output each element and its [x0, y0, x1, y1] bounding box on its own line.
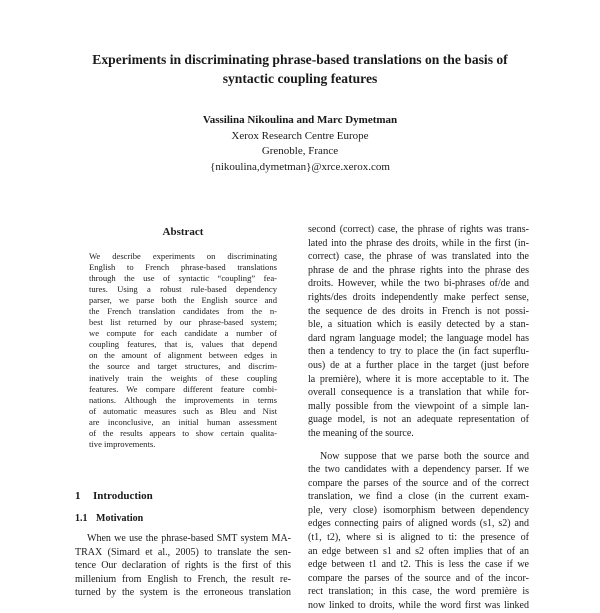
text-line: we compute for each candidate a number of	[89, 328, 277, 339]
text-line: millenium from English to French, the result re-	[75, 573, 291, 585]
text-line: dard ngram language model; the language model has	[308, 332, 529, 344]
text-line: phrase de and the phrase rights into the phrase des	[308, 264, 529, 276]
author-email: {nikoulina,dymetman}@xrce.xerox.com	[210, 160, 390, 173]
text-line: correct) case, the phrase of was translated into the	[308, 251, 529, 263]
section-number: 1	[75, 490, 81, 502]
text-line: the French translation candidates from the n-	[89, 306, 277, 317]
title-line: syntactic coupling features	[222, 71, 378, 86]
text-line: on the amount of alignment between edges in	[89, 350, 277, 361]
subsection-number: 1.1	[75, 513, 88, 524]
text-line: compare the parses of the source and of the correct	[308, 477, 529, 489]
right-paragraph	[308, 223, 529, 441]
text-line: translation, we find a close (in the current exam-	[308, 491, 529, 503]
subsection-title: Motivation	[96, 513, 144, 524]
text-line: compare the parses of the source and of the incor-	[308, 572, 529, 584]
text-line: ple, very close) isomorphism between dependency	[308, 504, 529, 516]
right-column	[308, 223, 529, 613]
text-line: tures. Using a robust rule-based dependency	[89, 284, 277, 295]
text-line: ous) de at a further place in the target (just before	[308, 359, 529, 371]
text-line: best list returned by our phrase-based system;	[89, 317, 277, 328]
text-line: (t1, t2), where si is aligned to ti: the presence of	[308, 532, 529, 544]
text-line: turned by the system is the erroneous translation	[75, 587, 291, 599]
text-line: rights/des droits independently make perfect sense,	[308, 291, 529, 303]
author-block	[100, 113, 500, 175]
text-line: Now suppose that we parse both the source and	[320, 450, 529, 462]
text-line: tive improvements.	[89, 438, 156, 449]
text-line: droits. However, while the two bi-phrases of/de and	[308, 278, 529, 290]
section-heading-introduction	[75, 490, 153, 502]
text-line: ble, a situation which is easily detected by a stan-	[308, 319, 529, 331]
text-line: of the results appears to show certain qualita-	[89, 427, 277, 438]
title-line: Experiments in discriminating phrase-based translations on the basis of	[92, 52, 508, 67]
section-title: Introduction	[93, 490, 153, 502]
author-names: Vassilina Nikoulina and Marc Dymetman	[202, 114, 398, 126]
text-line: now linked to droits, while the word first was linked	[308, 600, 529, 612]
paper-title	[60, 50, 540, 88]
text-line: the meaning of the source.	[308, 427, 414, 439]
abstract-body	[89, 251, 277, 450]
text-line: TRAX (Simard et al., 2005) to translate the sen-	[75, 546, 291, 558]
text-line: of automatic measures such as Bleu and Nist	[89, 405, 277, 416]
text-line: parser, we parse both the English source and	[89, 295, 277, 306]
text-line: lated into the phrase des droits, while in the first (in-	[308, 237, 529, 249]
text-line: When we use the phrase-based SMT system MA-	[87, 533, 291, 544]
text-line: the source and target structures, and discrim-	[89, 361, 277, 372]
text-line: English to French phrase-based translations	[89, 262, 277, 273]
introduction-body	[75, 532, 291, 600]
text-line: la première), where it is more acceptable to it. The	[308, 373, 529, 385]
text-line: inatively train the weights of these coupling	[89, 372, 277, 383]
text-line: coupling features, that is, values that depend	[89, 339, 277, 350]
text-line: tence Our declaration of rights is the first of this	[75, 560, 291, 572]
text-line: We describe experiments on discriminating	[89, 251, 277, 261]
abstract-heading: Abstract	[162, 226, 204, 238]
text-line: an edge between s1 and s2 often implies that of an	[308, 545, 529, 557]
text-line: overall consequence is a translation that while for-	[308, 387, 529, 399]
text-line: then a tendency to try to place the (in fact superflu-	[308, 346, 529, 358]
right-paragraph	[308, 450, 529, 613]
text-line: edges connecting pairs of aligned words (s1, s2) and	[308, 518, 529, 530]
text-line: second (correct) case, the phrase of rights was trans-	[308, 224, 529, 235]
text-line: features. We compare different feature combi-	[89, 383, 277, 394]
text-line: through the use of syntactic “coupling” fea-	[89, 273, 277, 284]
text-line: rect translation; in this case, the word première is	[308, 586, 529, 598]
subsection-heading-motivation	[75, 513, 143, 524]
text-line: guage model, is not an adequate representation of	[308, 414, 529, 426]
text-line: are inconclusive, an initial human assessment	[89, 416, 277, 427]
text-line: nations. Although the improvements in terms	[89, 394, 277, 405]
text-line: mally possible from the viewpoint of a simple lan-	[308, 400, 529, 412]
text-line: the two candidates with a dependency parser. If we	[308, 464, 529, 476]
author-affiliation: Xerox Research Centre Europe	[231, 129, 369, 142]
text-line: edge between t1 and t2. This is less the case if we	[308, 559, 529, 571]
author-location: Grenoble, France	[261, 145, 339, 157]
text-line: the sequence de des droits in French is not possi-	[308, 305, 529, 317]
